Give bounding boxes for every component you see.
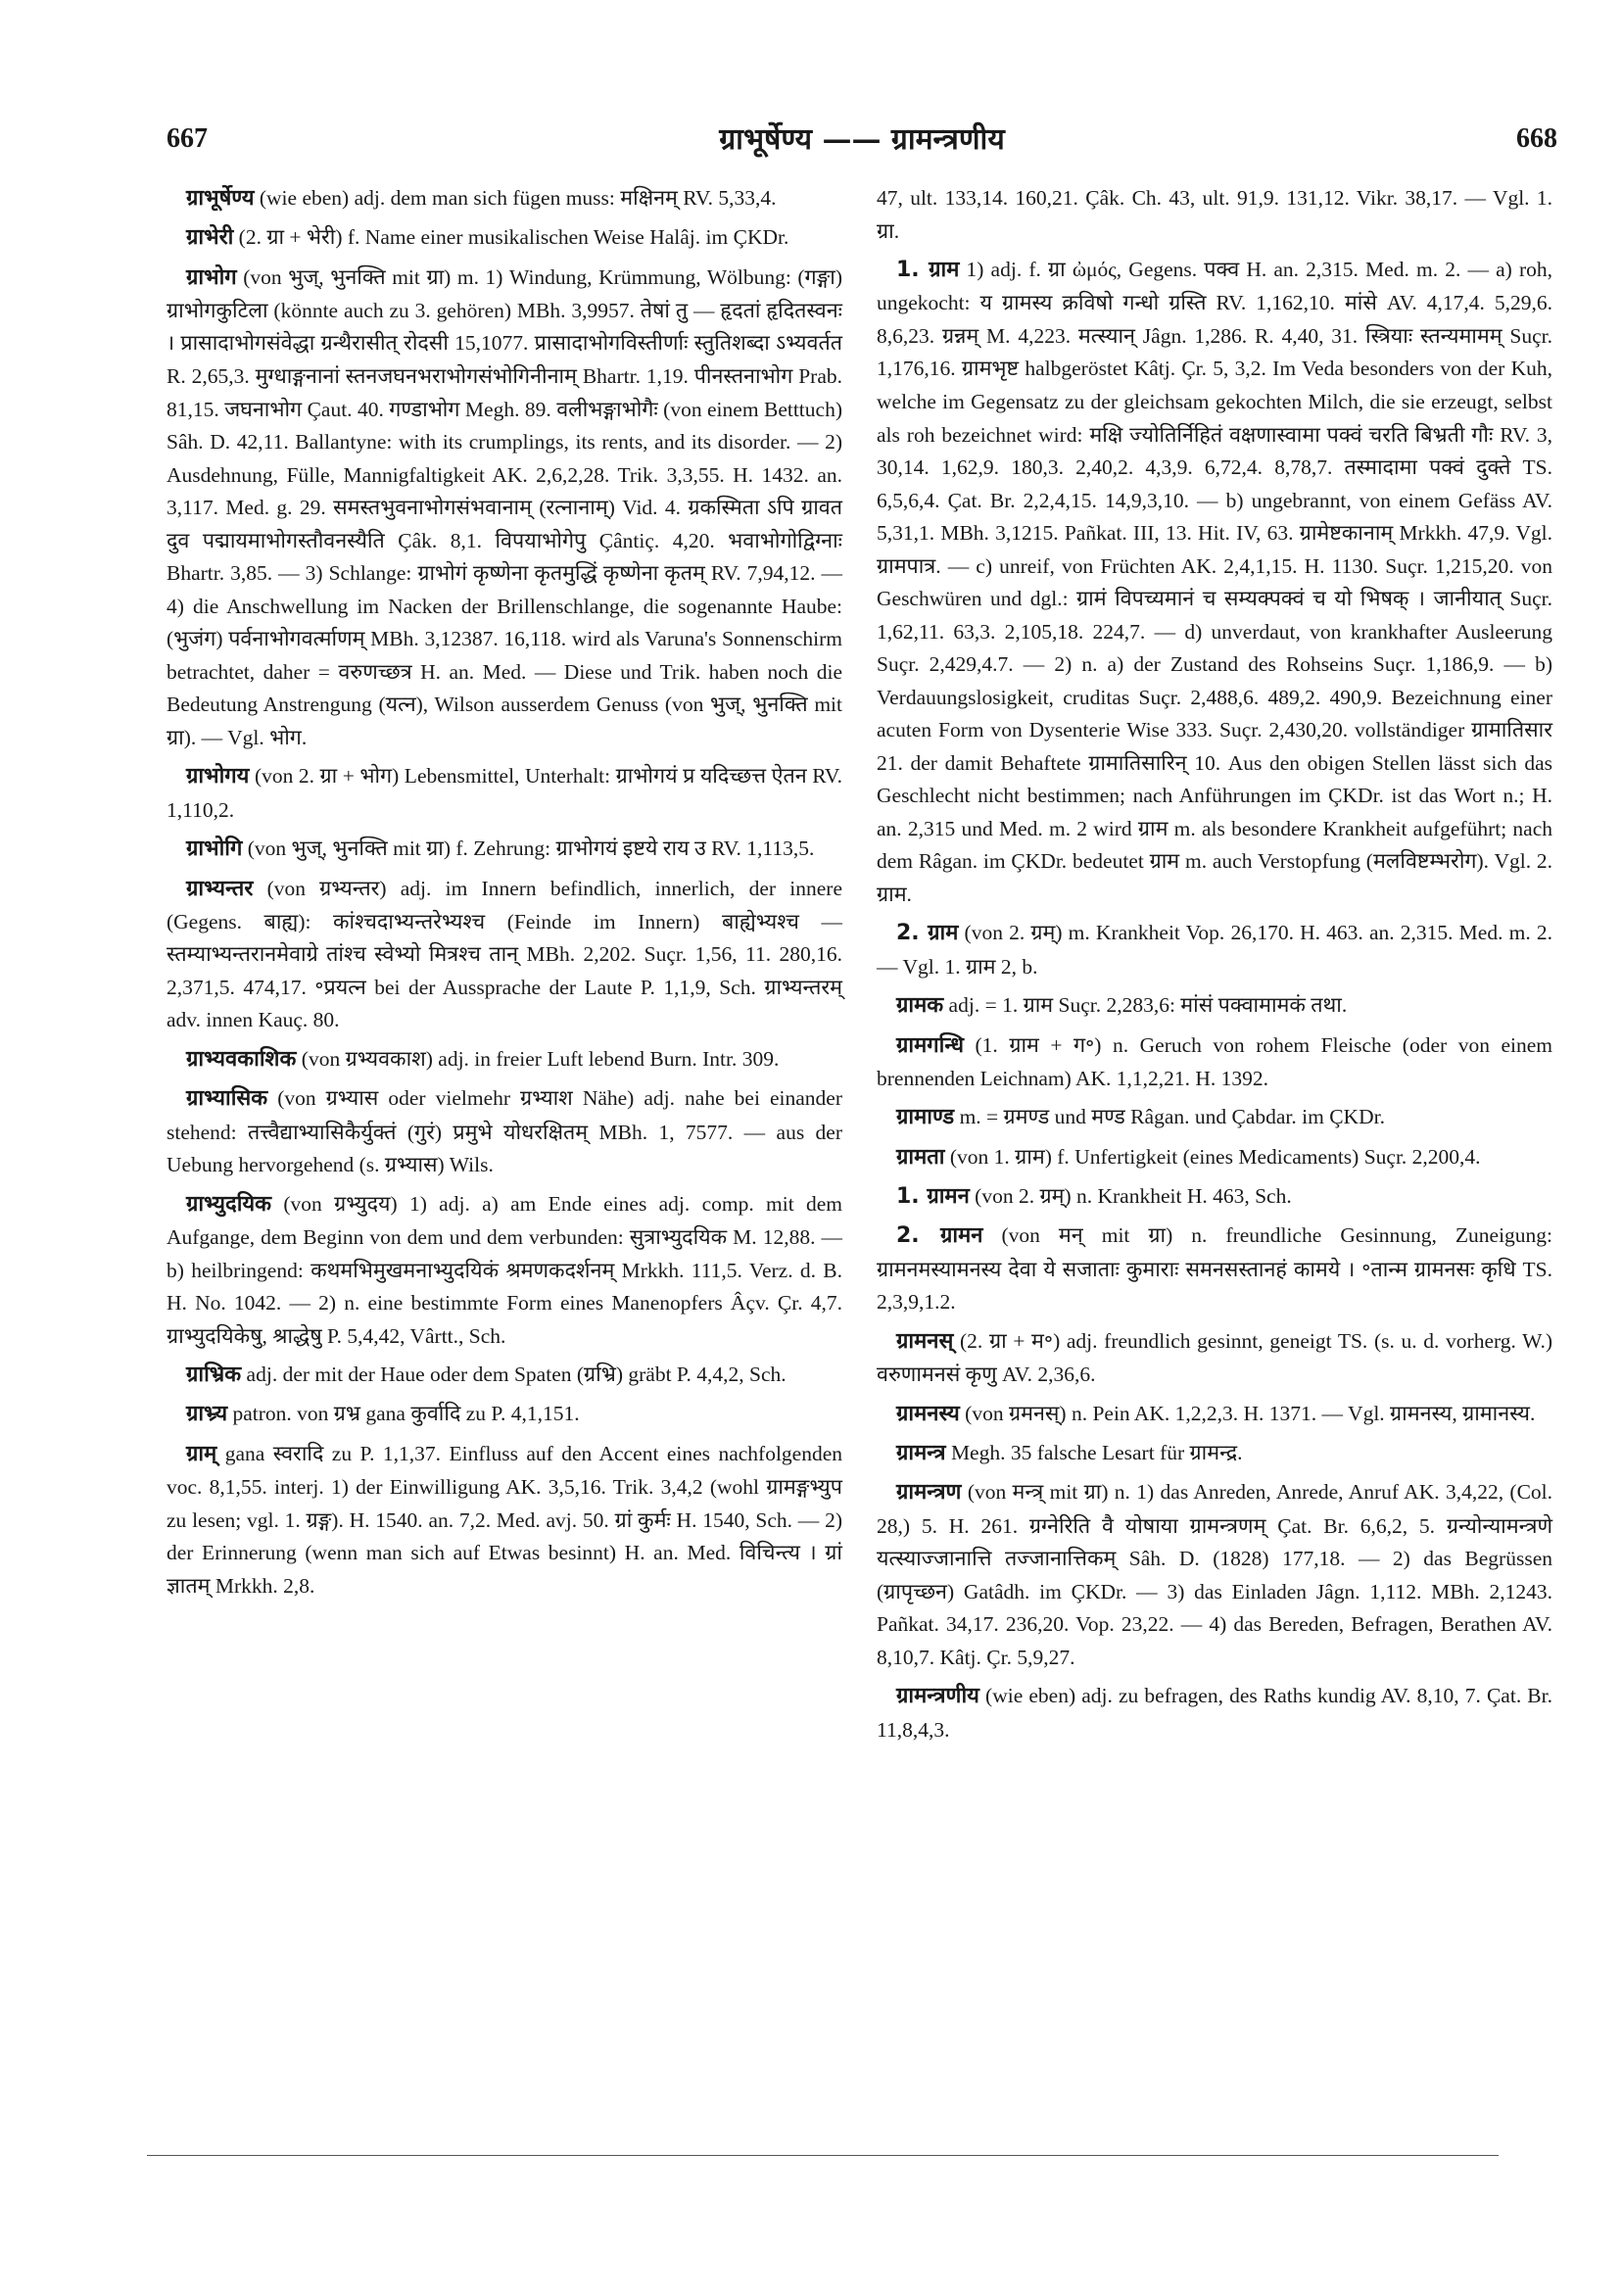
footer-rule	[147, 2155, 1499, 2156]
entry-text: (von 2. ग्रम्) m. Krankheit Vop. 26,170. H. 463. an. 2,315. Med. m. 2. — Vgl. 1. ग्राम 2, b.	[877, 921, 1552, 979]
entry-headword: ग्रामन्त्र	[896, 1440, 946, 1465]
entry-text: (2. ग्रा + भेरी) f. Name einer musikalischen Weise Halâj. im ÇKDr.	[238, 225, 789, 250]
entry-headword: ग्रामन्त्रणीय	[896, 1684, 979, 1709]
entry-text: (von भुज्, भुनक्ति mit ग्रा) m. 1) Windung, Krümmung, Wölbung: (गङ्गा) ग्राभोगकुटिला (könnte auch zu 3. gehören) MBh. 3,9957. तेषां तु — हृदतां हृदितस्वनः । प्रासादाभोगसंवेद्धा ग्रन्थैरासीत् रोदसी 15,1077. प्रासादाभोगविस्तीर्णाः स्तुतिशब्दा ऽभ्यवर्तत R. 2,65,3. मुग्धाङ्गनानां स्तनजघनभराभोगसंभोगिनीनाम् Bhartr. 1,19. पीनस्तनाभोग Prab. 81,15. जघनाभोग Çaut. 40. गण्डाभोग Megh. 89. वलीभङ्गाभोगैः (von einem Betttuch) Sâh. D. 42,11. Ballantyne: with its crumplings, its rents, and its disorder. — 2) Ausdehnung, Fülle, Mannigfaltigkeit AK. 2,6,2,28. Trik. 3,3,55. H. 1432. an. 3,117. Med. g. 29. समस्तभुवनाभोगसंभवानाम् (रत्नानाम्) Vid. 4. ग्रकस्मिता ऽपि ग्रावत दुव पद्मायमाभोगस्तौवनस्यैति Çâk. 8,1. विपयाभोगेपु Çântiç. 4,20. भवाभोगोद्विग्नाः Bhartr. 3,85. — 3) Schlange: ग्राभोगं कृष्णेना कृतमुद्धिं कृष्णेना कृतम् RV. 7,94,12. — 4) die Anschwellung im Nacken der Brillenschlange, die sogenannte Haube: (भुजंग) पर्वनाभोगवर्त्माणम् MBh. 3,12387. 16,118. wird als Varuna's Sonnenschirm betrachtet, daher = वरुणच्छत्र H. an. Med. — Diese und Trik. haben noch die Bedeutung Anstrengung (यत्न), Wilson ausserdem Genuss (von भुज्, भुनक्ति mit ग्रा). — Vgl. भोग.	[167, 264, 842, 749]
entry-headword: ग्राम्	[186, 1441, 217, 1466]
entry-headword: 2. ग्रामन	[896, 1223, 983, 1249]
dictionary-entry	[167, 1188, 842, 1353]
dictionary-entry	[877, 1101, 1552, 1134]
entry-text: (wie eben) adj. zu befragen, des Raths kundig AV. 8,10, 7. Çat. Br. 11,8,4,3.	[877, 1684, 1553, 1742]
entry-text: adj. der mit der Haue oder dem Spaten (ग्रभ्रि) gräbt P. 4,4,2, Sch.	[246, 1363, 787, 1387]
entry-headword: ग्रामनस्य	[896, 1401, 960, 1426]
entry-headword: ग्राभोगि	[186, 837, 243, 862]
entry-headword: ग्राभेरी	[186, 225, 234, 251]
entry-headword: ग्राभ्यवकाशिक	[186, 1046, 297, 1072]
entry-text: (von भुज्, भुनक्ति mit ग्रा) f. Zehrung: ग्राभोगयं इष्टये राय उ RV. 1,113,5.	[247, 837, 815, 861]
dictionary-entry	[877, 1220, 1552, 1318]
entry-text: (von 2. ग्रम्) n. Krankheit H. 463, Sch.	[975, 1184, 1292, 1209]
dictionary-entry	[167, 1043, 842, 1076]
entry-text: 1) adj. f. ग्रा ὠμός, Gegens. पक्व H. an. 2,315. Med. m. 2. — a) roh, ungekocht: य ग्रामस्य क्रविषो गन्धो ग्रस्ति RV. 1,162,10. मांसे AV. 4,17,4. 5,29,6. 8,6,23. ग्रन्नम् M. 4,223. मत्स्यान् Jâgn. 1,286. R. 4,40, 31. स्त्रियाः स्तन्यमामम् Suçr. 1,176,16. ग्रामभृष्ट halbgeröstet Kâtj. Çr. 5, 3,2. Im Veda besonders von der Kuh, welche im Gegensatz zu der gleichsam gekochten Milch, die sie erzeugt, selbst als roh bezeichnet wird: मक्षि ज्योतिर्निहितं वक्षणास्वामा पक्वं चरति बिभ्रती गौः RV. 3, 30,14. 1,62,9. 180,3. 2,40,2. 4,3,9. 6,72,4. 8,78,7. तस्मादामा पक्वं दुक्ते TS. 6,5,6,4. Çat. Br. 2,2,4,15. 14,9,3,10. — b) ungebrannt, von einem Gefäss AV. 5,31,1. MBh. 3,1215. Pañkat. III, 13. Hit. IV, 63. ग्रामेष्टकानाम् Mrkkh. 47,9. Vgl. ग्रामपात्र. — c) unreif, von Früchten AK. 2,4,1,15. H. 1130. Suçr. 1,215,20. von Geschwüren und dgl.: ग्रामं विपच्यमानं च सम्यक्पक्वं च यो भिषक् । जानीयात् Suçr. 1,62,11. 63,3. 2,105,18. 224,7. — d) unverdaut, von krankhafter Ausleerung Suçr. 2,429,4.7. — 2) n. a) der Zustand des Rohseins Suçr. 1,186,9. — b) Verdauungslosigkeit, cruditas Suçr. 2,488,6. 489,2. 490,9. Bezeichnung einer acuten Form von Dysenterie Wise 333. Suçr. 2,430,20. vollständiger ग्रामातिसार 21. der damit Behaftete ग्रामातिसारिन् 10. Aus den obigen Stellen lässt sich das Geschlecht nicht bestimmen; nach Anführungen im ÇKDr. ist das Wort n.; H. an. 2,315 und Med. m. 2 wird ग्राम m. als besondere Krankheit aufgeführt; nach dem Râgan. im ÇKDr. bedeutet ग्राम m. auch Verstopfung (मलविष्टम्भरोग). Vgl. 2. ग्राम.	[877, 258, 1552, 906]
entry-headword: ग्राभोग	[186, 264, 237, 290]
dictionary-entry	[877, 1325, 1552, 1392]
dictionary-entry	[877, 1029, 1552, 1096]
dictionary-entry	[167, 833, 842, 866]
entry-headword: ग्रामन्त्रण	[896, 1480, 962, 1506]
entry-text: Megh. 35 falsche Lesart für ग्रामन्द्र.	[950, 1440, 1243, 1464]
entry-headword: ग्राभ्रिक	[186, 1363, 242, 1388]
entry-headword: ग्रामाण्ड	[896, 1105, 955, 1130]
dictionary-entry	[167, 1082, 842, 1181]
page-number-right: 668	[1516, 123, 1557, 154]
dictionary-entry	[167, 873, 842, 1037]
entry-headword: 1. ग्राम	[896, 258, 960, 283]
dictionary-entry	[167, 1359, 842, 1392]
entry-text: (von मन् mit ग्रा) n. freundliche Gesinnung, Zuneigung: ग्रामनमस्यामनस्य देवा ये सजाताः कुमाराः समनसस्तानहं कामये । ॰तान्म ग्रामनसः कृधि TS. 2,3,9,1.2.	[877, 1223, 1553, 1315]
entry-text: (von 2. ग्रा + भोग) Lebensmittel, Unterhalt: ग्राभोगयं प्र यदिच्छत्त ऐतन RV. 1,110,2.	[167, 764, 842, 822]
entry-text: (von मन्त्र् mit ग्रा) n. 1) das Anreden, Anrede, Anruf AK. 3,4,22, (Col. 28,) 5. H. 261. ग्रग्नेरिति वै योषाया ग्रामन्त्रणम् Çat. Br. 6,6,2, 5. ग्रन्योन्यामन्त्रणे यत्स्याज्जानात्ति तज्जानात्तिकम् Sâh. D. (1828) 177,18. — 2) das Begrüssen (ग्रापृच्छन) Gatâdh. im ÇKDr. — 3) das Einladen Jâgn. 1,112. MBh. 2,1243. Pañkat. 34,17. 236,20. Vop. 23,22. — 4) das Bereden, Befragen, Berathen AV. 8,10,7. Kâtj. Çr. 5,9,27.	[877, 1480, 1553, 1669]
entry-text: adj. = 1. ग्राम Suçr. 2,283,6: मांसं पक्वामामकं तथा.	[948, 993, 1348, 1018]
entry-headword: 2. ग्राम	[896, 921, 959, 946]
dictionary-entry	[877, 989, 1552, 1023]
dictionary-entry	[167, 760, 842, 827]
entry-headword: ग्राभोगय	[186, 764, 250, 789]
entry-text: (von ग्रमनस्) n. Pein AK. 1,2,2,3. H. 1371. — Vgl. ग्रामनस्य, ग्रामानस्य.	[965, 1401, 1536, 1425]
entry-headword: ग्राभ्र्य	[186, 1402, 228, 1427]
dictionary-entry	[877, 1476, 1552, 1674]
entry-text: gana स्वरादि zu P. 1,1,37. Einfluss auf den Accent eines nachfolgenden voc. 8,1,55. interj. 1) der Einwilligung AK. 3,5,16. Trik. 3,4,2 (wohl ग्रामङ्गभ्युप zu lesen; vgl. 1. ग्रङ्ग). H. 1540. an. 7,2. Med. avj. 50. ग्रां कुर्मः H. 1540, Sch. — 2) der Erinnerung (wenn man sich auf Etwas besinnt) H. an. Med. विचिन्त्य । ग्रां ज्ञातम् Mrkkh. 2,8.	[167, 1441, 843, 1598]
dictionary-entry	[877, 1141, 1552, 1174]
dictionary-entry	[167, 1398, 842, 1431]
entry-text: (1. ग्राम + ग॰) n. Geruch von rohem Fleische (oder von einem brennenden Leichnam) AK. 1,1,2,21. H. 1392.	[877, 1032, 1552, 1090]
entry-headword: ग्राभ्यन्तर	[186, 876, 254, 901]
dictionary-entry	[877, 1180, 1552, 1214]
dictionary-entry	[877, 182, 1552, 248]
entry-text: (von ग्रभ्यवकाश) adj. in freier Luft lebend Burn. Intr. 309.	[301, 1046, 780, 1071]
entry-headword: ग्राभ्यासिक	[186, 1086, 268, 1112]
dictionary-entry	[877, 254, 1552, 911]
dictionary-entry	[167, 221, 842, 255]
right-column	[877, 182, 1552, 1752]
running-title: ग्राभूर्षेण्य —— ग्रामन्त्रणीय	[719, 122, 1005, 157]
dictionary-entry	[877, 1398, 1552, 1431]
dictionary-entry	[877, 917, 1552, 983]
entry-headword: ग्रामक	[896, 993, 944, 1019]
entry-text: (von ग्रभ्युदय) 1) adj. a) am Ende eines adj. comp. mit dem Aufgange, dem Beginn von dem und dem verbunden: सुत्राभ्युदयिक M. 12,88. — b) heilbringend: कथमभिमुखमनाभ्युदयिकं श्रमणकदर्शनम् Mrkkh. 111,5. Verz. d. B. H. No. 1042. — 2) n. eine bestimmte Form eines Manenopfers Âçv. Çr. 4,7. ग्राभ्युदयिकेषु, श्राद्धेषु P. 5,4,42, Vârtt., Sch.	[167, 1191, 843, 1348]
entry-text: (wie eben) adj. dem man sich fügen muss: मक्षिनम् RV. 5,33,4.	[259, 186, 777, 210]
entry-headword: ग्रामगन्धि	[896, 1032, 964, 1058]
entry-text: 47, ult. 133,14. 160,21. Çâk. Ch. 43, ult. 91,9. 131,12. Vikr. 38,17. — Vgl. 1. ग्रा.	[877, 186, 1552, 243]
page-number-left: 667	[167, 123, 208, 154]
dictionary-entry	[877, 1437, 1552, 1470]
page-header	[167, 118, 1557, 176]
dictionary-entry	[877, 1680, 1552, 1746]
entry-headword: ग्राभूर्षेण्य	[186, 186, 255, 211]
left-column	[167, 182, 842, 1608]
entry-headword: ग्रामनस्	[896, 1328, 954, 1354]
dictionary-entry	[167, 182, 842, 215]
dictionary-entry	[167, 1438, 842, 1602]
entry-text: patron. von ग्रभ्र gana कुर्वादि zu P. 4,1,151.	[232, 1402, 580, 1426]
entry-headword: 1. ग्रामन	[896, 1184, 970, 1210]
entry-text: (von ग्रभ्यन्तर) adj. im Innern befindlich, innerlich, der innere (Gegens. बाह्य): कांश्चदाभ्यन्तरेभ्यश्च (Feinde im Innern) बाह्येभ्यश्च — स्तम्याभ्यन्तरानमेवाग्रे तांश्च स्वेभ्यो मित्रश्च तान् MBh. 2,202. Suçr. 1,56, 11. 280,16. 2,371,5. 474,17. ॰प्रयत्न bei der Aussprache der Laute P. 1,1,9, Sch. ग्राभ्यन्तरम् adv. innen Kauç. 80.	[167, 876, 843, 1032]
entry-headword: ग्राभ्युदयिक	[186, 1191, 272, 1217]
dictionary-entry	[167, 262, 842, 755]
entry-text: m. = ग्रमण्ड und मण्ड Râgan. und Çabdar. im ÇKDr.	[959, 1105, 1385, 1129]
entry-headword: ग्रामता	[896, 1144, 945, 1170]
entry-text: (von ग्रभ्यास oder vielmehr ग्रभ्याश Nähe) adj. nahe bei einander stehend: तत्त्वैद्याभ्यासिकैर्युक्तं (गुरं) प्रमुभे योधरक्षितम् MBh. 1, 7577. — aus der Uebung hervorgehend (s. ग्रभ्यास) Wils.	[167, 1086, 842, 1177]
entry-text: (2. ग्रा + म॰) adj. freundlich gesinnt, geneigt TS. (s. u. d. vorherg. W.) वरुणामनसं कृणु AV. 2,36,6.	[877, 1328, 1552, 1387]
entry-text: (von 1. ग्राम) f. Unfertigkeit (eines Medicaments) Suçr. 2,200,4.	[949, 1144, 1481, 1169]
